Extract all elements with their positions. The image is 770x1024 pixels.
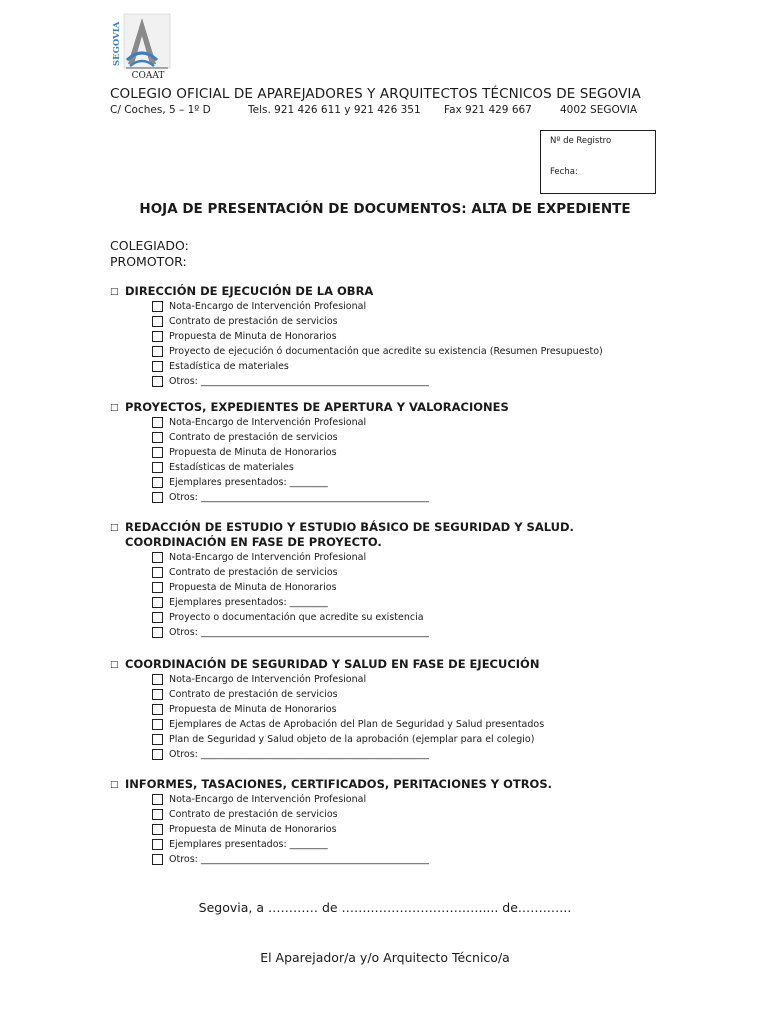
checklist-item[interactable] bbox=[152, 807, 670, 822]
postal-city: 4002 SEGOVIA bbox=[560, 104, 638, 116]
checkbox[interactable] bbox=[152, 854, 163, 865]
checklist-item[interactable] bbox=[152, 747, 670, 762]
checkbox[interactable] bbox=[152, 582, 163, 593]
checkbox[interactable] bbox=[152, 612, 163, 623]
checkbox[interactable] bbox=[152, 432, 163, 443]
section-title: COORDINACIÓN DE SEGURIDAD Y SALUD EN FASE DE EJECUCIÓN bbox=[125, 657, 540, 671]
section-title: REDACCIÓN DE ESTUDIO Y ESTUDIO BÁSICO DE SEGURIDAD Y SALUD. COORDINACIÓN EN FASE DE PROYECTO. bbox=[125, 520, 574, 549]
checkbox[interactable] bbox=[152, 674, 163, 685]
checklist-item[interactable] bbox=[152, 299, 670, 314]
checklist bbox=[152, 672, 670, 762]
checklist-item-label: Ejemplares de Actas de Aprobación del Plan de Seguridad y Salud presentados bbox=[169, 719, 545, 730]
checkbox[interactable] bbox=[152, 839, 163, 850]
checklist-item[interactable] bbox=[152, 314, 670, 329]
section-title: INFORMES, TASACIONES, CERTIFICADOS, PERITACIONES Y OTROS. bbox=[125, 777, 552, 791]
checklist-item[interactable] bbox=[152, 580, 670, 595]
checklist-item[interactable] bbox=[152, 460, 670, 475]
checklist-item-label: Nota-Encargo de Intervención Profesional bbox=[169, 301, 367, 312]
checklist-item[interactable] bbox=[152, 445, 670, 460]
checklist-item[interactable] bbox=[152, 717, 670, 732]
checklist-item[interactable] bbox=[152, 359, 670, 374]
section-coordinacion-ejecucion bbox=[110, 657, 670, 762]
checklist-item-label: Ejemplares presentados: ________ bbox=[169, 477, 328, 488]
place-date-line[interactable]: Segovia, a ………… de ……..………………….…..... de.…….….. bbox=[198, 900, 572, 915]
section-title: DIRECCIÓN DE EJECUCIÓN DE LA OBRA bbox=[125, 284, 374, 298]
checklist-item-label: Contrato de prestación de servicios bbox=[169, 567, 338, 578]
checklist-item-label: Propuesta de Minuta de Honorarios bbox=[169, 824, 337, 835]
checklist bbox=[152, 550, 670, 640]
checklist-item-label: Contrato de prestación de servicios bbox=[169, 689, 338, 700]
checklist-item-label: Nota-Encargo de Intervención Profesional bbox=[169, 417, 367, 428]
fax-number: Fax 921 429 667 bbox=[444, 104, 532, 116]
checkbox[interactable] bbox=[152, 301, 163, 312]
phone-numbers: Tels. 921 426 611 y 921 426 351 bbox=[248, 104, 421, 116]
registry-box[interactable] bbox=[540, 130, 656, 194]
organization-name: COLEGIO OFICIAL DE APAREJADORES Y ARQUITECTOS TÉCNICOS DE SEGOVIA bbox=[110, 86, 641, 102]
checklist-item-label: Otros: ________________________________________________ bbox=[169, 854, 429, 865]
checkbox[interactable] bbox=[152, 552, 163, 563]
checklist-item[interactable] bbox=[152, 550, 670, 565]
checkbox[interactable] bbox=[152, 794, 163, 805]
section-estudio-seguridad-salud bbox=[110, 520, 670, 640]
checklist-item-label: Contrato de prestación de servicios bbox=[169, 432, 338, 443]
checklist-item[interactable] bbox=[152, 344, 670, 359]
checklist bbox=[152, 299, 670, 389]
checkbox[interactable] bbox=[152, 331, 163, 342]
checklist-item-label: Propuesta de Minuta de Honorarios bbox=[169, 331, 337, 342]
logo-text: COAAT bbox=[131, 71, 165, 80]
checkbox[interactable] bbox=[152, 749, 163, 760]
checklist-item-label: Nota-Encargo de Intervención Profesional bbox=[169, 552, 367, 563]
checkbox[interactable] bbox=[152, 376, 163, 387]
checklist-item[interactable] bbox=[152, 565, 670, 580]
checkbox[interactable] bbox=[152, 492, 163, 503]
section-heading bbox=[110, 657, 670, 672]
logo-side-text: SEGOVIA bbox=[112, 21, 122, 66]
checkbox[interactable] bbox=[152, 597, 163, 608]
checkbox[interactable] bbox=[152, 704, 163, 715]
section-title: PROYECTOS, EXPEDIENTES DE APERTURA Y VALORACIONES bbox=[125, 400, 509, 414]
section-bullet: □ bbox=[110, 523, 119, 533]
coaat-logo bbox=[110, 12, 172, 80]
section-direccion-ejecucion bbox=[110, 284, 670, 389]
section-bullet: □ bbox=[110, 660, 119, 670]
checklist bbox=[152, 792, 670, 867]
checkbox[interactable] bbox=[152, 734, 163, 745]
checklist-item-label: Contrato de prestación de servicios bbox=[169, 316, 338, 327]
checklist-item-label: Otros: ________________________________________________ bbox=[169, 749, 429, 760]
checklist-item-label: Propuesta de Minuta de Honorarios bbox=[169, 582, 337, 593]
checklist-item-label: Plan de Seguridad y Salud objeto de la aprobación (ejemplar para el colegio) bbox=[169, 734, 535, 745]
checklist-item[interactable] bbox=[152, 415, 670, 430]
checkbox[interactable] bbox=[152, 627, 163, 638]
checkbox[interactable] bbox=[152, 719, 163, 730]
section-heading bbox=[110, 400, 670, 415]
checklist-item[interactable] bbox=[152, 852, 670, 867]
address: C/ Coches, 5 – 1º D bbox=[110, 104, 211, 116]
checkbox[interactable] bbox=[152, 809, 163, 820]
checkbox[interactable] bbox=[152, 462, 163, 473]
section-heading bbox=[110, 284, 670, 299]
checklist-item-label: Ejemplares presentados: ________ bbox=[169, 597, 328, 608]
checklist-item[interactable] bbox=[152, 672, 670, 687]
checkbox[interactable] bbox=[152, 689, 163, 700]
checklist-item[interactable] bbox=[152, 732, 670, 747]
checklist-item[interactable] bbox=[152, 792, 670, 807]
section-heading bbox=[110, 777, 670, 792]
checklist-item[interactable] bbox=[152, 822, 670, 837]
checklist-item[interactable] bbox=[152, 490, 670, 505]
section-heading bbox=[110, 520, 670, 550]
checkbox[interactable] bbox=[152, 567, 163, 578]
checklist-item-label: Propuesta de Minuta de Honorarios bbox=[169, 704, 337, 715]
checkbox[interactable] bbox=[152, 447, 163, 458]
checklist-item-label: Propuesta de Minuta de Honorarios bbox=[169, 447, 337, 458]
checkbox[interactable] bbox=[152, 346, 163, 357]
checklist-item[interactable] bbox=[152, 595, 670, 610]
checklist-item-label: Proyecto de ejecución ó documentación que acredite su existencia (Resumen Presupuesto) bbox=[169, 346, 603, 357]
checklist-item-label: Proyecto o documentación que acredite su existencia bbox=[169, 612, 424, 623]
checkbox[interactable] bbox=[152, 477, 163, 488]
section-proyectos-expedientes bbox=[110, 400, 670, 505]
checkbox[interactable] bbox=[152, 316, 163, 327]
checklist-item[interactable] bbox=[152, 610, 670, 625]
checklist bbox=[152, 415, 670, 505]
checklist-item[interactable] bbox=[152, 430, 670, 445]
checklist-item[interactable] bbox=[152, 687, 670, 702]
checklist-item-label: Nota-Encargo de Intervención Profesional bbox=[169, 794, 367, 805]
document-title: HOJA DE PRESENTACIÓN DE DOCUMENTOS: ALTA DE EXPEDIENTE bbox=[139, 201, 631, 217]
section-bullet: □ bbox=[110, 403, 119, 413]
section-bullet: □ bbox=[110, 780, 119, 790]
checklist-item-label: Estadística de materiales bbox=[169, 361, 289, 372]
promotor-field[interactable]: PROMOTOR: bbox=[110, 254, 187, 269]
logo-graphic bbox=[110, 12, 172, 80]
colegiado-field[interactable]: COLEGIADO: bbox=[110, 238, 189, 253]
registry-date-label: Fecha: bbox=[550, 167, 578, 177]
checklist-item[interactable] bbox=[152, 625, 670, 640]
section-informes-tasaciones bbox=[110, 777, 670, 867]
checklist-item[interactable] bbox=[152, 702, 670, 717]
checklist-item-label: Estadísticas de materiales bbox=[169, 462, 294, 473]
checklist-item[interactable] bbox=[152, 374, 670, 389]
checkbox[interactable] bbox=[152, 361, 163, 372]
checklist-item[interactable] bbox=[152, 837, 670, 852]
section-bullet: □ bbox=[110, 287, 119, 297]
checkbox[interactable] bbox=[152, 824, 163, 835]
checklist-item-label: Otros: ________________________________________________ bbox=[169, 492, 429, 503]
checklist-item-label: Ejemplares presentados: ________ bbox=[169, 839, 328, 850]
checklist-item[interactable] bbox=[152, 475, 670, 490]
checklist-item-label: Otros: ________________________________________________ bbox=[169, 376, 429, 387]
checklist-item-label: Contrato de prestación de servicios bbox=[169, 809, 338, 820]
checklist-item-label: Nota-Encargo de Intervención Profesional bbox=[169, 674, 367, 685]
signature-label: El Aparejador/a y/o Arquitecto Técnico/a bbox=[260, 950, 510, 965]
checklist-item[interactable] bbox=[152, 329, 670, 344]
checkbox[interactable] bbox=[152, 417, 163, 428]
checklist-item-label: Otros: ________________________________________________ bbox=[169, 627, 429, 638]
registry-number-label: Nº de Registro bbox=[550, 136, 612, 146]
